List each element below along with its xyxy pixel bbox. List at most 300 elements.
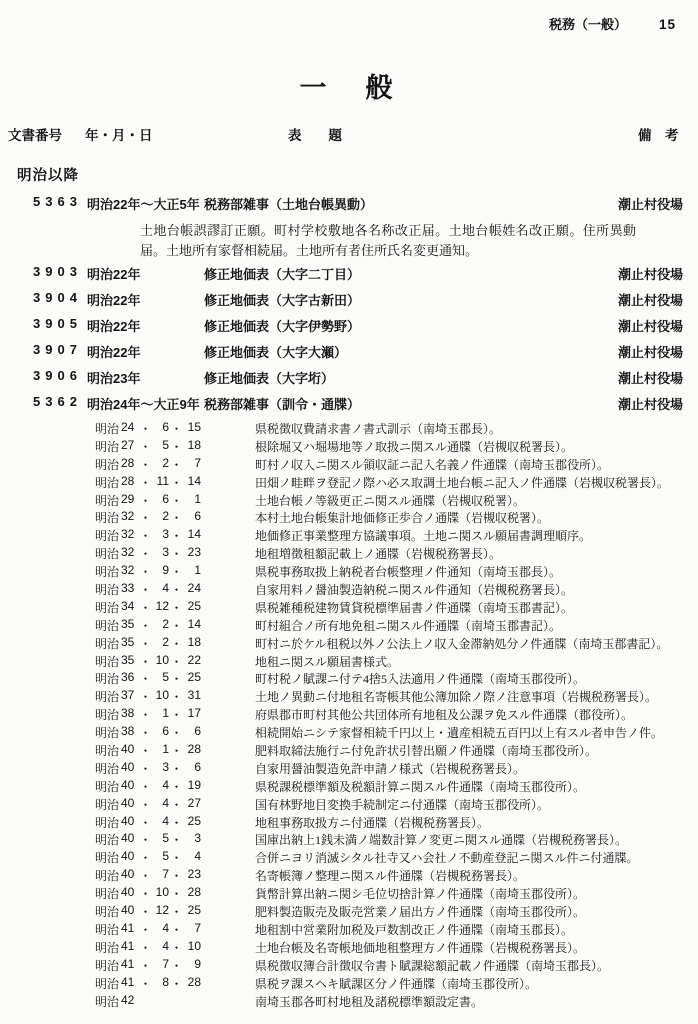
date-separator: ・	[139, 672, 152, 687]
date-separator: ・	[139, 511, 152, 526]
section-heading: 明治以降	[17, 168, 79, 184]
sub-entry-month: 6	[162, 420, 169, 434]
sub-entry-day: 4	[194, 849, 201, 864]
sub-entry-text: 地租割中営業附加税及戸数割改正ノ件通牒（南埼玉郡長）。	[255, 922, 574, 937]
sub-entry-month: 7	[162, 956, 169, 971]
sub-entry-day: 18	[187, 634, 201, 649]
entry-title: 税務部雑事（訓令・通牒）	[204, 397, 361, 412]
sub-entry-month: 5	[162, 849, 169, 864]
date-separator: ・	[170, 833, 183, 848]
sub-entry-date	[95, 688, 201, 705]
sub-entry-era: 明治	[95, 422, 120, 436]
sub-entry-day: 14	[187, 473, 201, 488]
sub-entry-date	[95, 796, 201, 813]
date-separator: ・	[170, 744, 183, 759]
sub-entry-day: 31	[187, 688, 201, 703]
sub-entry-era: 明治	[95, 547, 120, 562]
date-separator: ・	[139, 708, 152, 723]
entry-doc-number: 3904	[33, 290, 82, 305]
sub-entry-era: 明治	[95, 726, 120, 741]
sub-entry-era: 明治	[95, 887, 120, 902]
sub-entry-row	[0, 670, 698, 688]
sub-entry-text: 肥料製造販売及販売営業ノ届出方ノ件通牒（南埼玉郡役所）。	[255, 905, 586, 920]
sub-entry-row	[0, 599, 698, 617]
entry-title: 修正地価表（大字二丁目）	[204, 267, 361, 282]
sub-entry-text: 田畑ノ畦畔ヲ登記ノ際ハ必ス取調土地台帳ニ記入ノ件通牒（岩槻収税署長）。	[255, 475, 670, 490]
sub-entry-day: 3	[194, 831, 201, 846]
sub-entry-year: 40	[121, 831, 135, 846]
sub-entry-year: 35	[121, 634, 135, 649]
date-separator: ・	[170, 708, 183, 723]
sub-entry-year: 40	[121, 777, 135, 792]
sub-entry-text: 土地台帳及名寄帳地価地租整理方ノ件通牒（岩槻税務署長）。	[255, 940, 586, 955]
sub-entry-month: 10	[155, 652, 169, 667]
entry-row	[0, 264, 698, 290]
sub-entry-date	[95, 885, 201, 902]
date-separator: ・	[170, 600, 183, 615]
sub-entry-era: 明治	[95, 708, 120, 723]
sub-entry-era: 明治	[95, 529, 120, 544]
sub-entry-date	[95, 563, 201, 580]
sub-entry-date	[95, 849, 201, 866]
sub-entry-row	[0, 814, 698, 832]
sub-entry-year: 41	[121, 956, 135, 971]
sub-entry-month: 3	[162, 759, 169, 774]
date-separator: ・	[170, 922, 183, 937]
entry-doc-number: 5363	[33, 194, 82, 209]
sub-entry-row	[0, 724, 698, 742]
date-separator: ・	[139, 690, 152, 705]
entry-note: 潮止村役場	[618, 319, 684, 334]
sub-entry-date	[95, 957, 201, 974]
sub-entry-year: 38	[121, 724, 135, 739]
entry-row	[0, 194, 698, 220]
sub-entry-month: 6	[162, 724, 169, 739]
sub-entry-date	[95, 975, 201, 992]
sub-entry-day: 25	[187, 903, 201, 918]
sub-entry-text: 県税事務取扱上納税者台帳整理ノ件通知（南埼玉郡長）。	[255, 565, 562, 580]
sub-entry-day: 28	[187, 742, 201, 757]
date-separator: ・	[170, 869, 183, 884]
sub-entry-year: 28	[121, 473, 135, 488]
sub-entry-row	[0, 653, 698, 671]
sub-entry-row	[0, 831, 698, 849]
sub-entry-text: 町村組合ノ所有地免租ニ関スル件通牒（南埼玉郡書記）。	[255, 618, 562, 633]
column-note: 備 考	[638, 128, 679, 143]
sub-entry-date	[95, 706, 201, 723]
date-separator: ・	[170, 815, 183, 830]
sub-entry-row	[0, 993, 698, 1011]
sub-entry-month: 9	[162, 563, 169, 578]
entry-doc-number: 3907	[33, 342, 82, 357]
sub-entry-year: 34	[121, 598, 135, 613]
sub-entry-text: 合併ニヨリ消滅シタル社寺又ハ会社ノ不動産登記ニ関スル件ニ付通牒。	[255, 851, 639, 866]
sub-entry-row	[0, 778, 698, 796]
sub-entry-date	[95, 456, 201, 473]
sub-entry-year: 32	[121, 563, 135, 578]
sub-entry-era: 明治	[95, 475, 120, 490]
sub-entry-text: 地租事務取扱方ニ付通牒（岩槻税務署長）。	[255, 815, 490, 830]
date-separator: ・	[139, 618, 152, 633]
entry-row	[0, 290, 698, 316]
sub-entry-month: 1	[162, 706, 169, 721]
column-doc-number: 文書番号	[8, 128, 62, 143]
sub-entry-month: 5	[162, 437, 169, 452]
sub-entry-month: 1	[162, 742, 169, 757]
sub-entry-month: 4	[162, 581, 169, 596]
sub-entry-date	[95, 831, 201, 848]
entry-date: 明治22年	[87, 293, 141, 308]
sub-entry-month: 7	[162, 867, 169, 882]
date-separator: ・	[170, 654, 183, 669]
date-separator: ・	[139, 797, 152, 812]
entry-title: 修正地価表（大字垳）	[204, 371, 335, 386]
sub-entry-text: 自家用料ノ醤油製造納税ニ関スル件通知（岩槻税務署長）。	[255, 583, 574, 598]
sub-entry-text: 町村税ノ賦課ニ付テ4捨5入法適用ノ件通牒（南埼玉郡役所）。	[255, 672, 586, 687]
sub-entry-text: 貨幣計算出納ニ関シ毛位切捨計算ノ件通牒（南埼玉郡役所）。	[255, 887, 586, 902]
date-separator: ・	[139, 422, 152, 436]
date-separator: ・	[139, 493, 152, 508]
sub-entry-day: 10	[187, 938, 201, 953]
date-separator: ・	[139, 583, 152, 598]
sub-entry-year: 27	[121, 437, 135, 452]
date-separator: ・	[170, 887, 183, 902]
date-separator: ・	[139, 976, 152, 991]
date-separator: ・	[139, 922, 152, 937]
entry-row	[0, 368, 698, 394]
entry-doc-number: 3905	[33, 316, 82, 331]
date-separator: ・	[139, 905, 152, 920]
sub-entry-day: 25	[187, 670, 201, 685]
column-date: 年・月・日	[85, 128, 153, 143]
sub-entry-text: 国庫出納上1銭未満ノ端数計算ノ変更ニ関スル通牒（岩槻税務署長）。	[255, 833, 628, 848]
sub-entry-month: 3	[162, 545, 169, 560]
sub-entry-date	[95, 420, 201, 437]
sub-entry-month: 4	[162, 938, 169, 953]
date-separator: ・	[170, 726, 183, 741]
sub-entry-day: 23	[187, 545, 201, 560]
sub-entry-text: 土地ノ異動ニ付地租名寄帳其他公簿加除ノ際ノ注意事項（岩槻税務署長）。	[255, 690, 658, 705]
date-separator: ・	[139, 761, 152, 776]
sub-entry-day: 17	[187, 706, 201, 721]
sub-entry-date	[95, 509, 201, 526]
sub-entry-text: 土地台帳ノ等級更正ニ関スル通牒（岩槻収税署）。	[255, 493, 526, 508]
entry-date: 明治22年	[87, 267, 141, 282]
sub-entry-text: 相続開始ニシテ家督相続千円以上・遺産相続五百円以上有スル者申告ノ件。	[255, 726, 664, 741]
sub-entry-year: 36	[121, 670, 135, 685]
date-separator: ・	[139, 887, 152, 902]
sub-entry-day: 14	[187, 527, 201, 542]
sub-entry-year: 40	[121, 849, 135, 864]
sub-entry-era: 明治	[95, 493, 120, 508]
column-title: 表 題	[288, 128, 342, 143]
sub-entry-year: 41	[121, 974, 135, 989]
sub-entry-month: 4	[162, 777, 169, 792]
sub-entry-year: 40	[121, 795, 135, 810]
entry-doc-number: 5362	[33, 394, 82, 409]
sub-entry-month: 4	[162, 795, 169, 810]
sub-entry-date	[95, 653, 201, 670]
sub-entry-row	[0, 635, 698, 653]
sub-entry-year: 40	[121, 742, 135, 757]
sub-entry-row	[0, 581, 698, 599]
sub-entry-year: 35	[121, 652, 135, 667]
date-separator: ・	[139, 529, 152, 544]
sub-entry-year: 41	[121, 938, 135, 953]
sub-entry-month: 11	[156, 473, 169, 488]
sub-entry-day: 7	[194, 920, 201, 935]
entry-doc-number: 3906	[33, 368, 82, 383]
sub-entry-row	[0, 706, 698, 724]
date-separator: ・	[170, 976, 183, 991]
sub-entry-era: 明治	[95, 744, 120, 759]
date-separator: ・	[139, 636, 152, 651]
sub-entry-date	[95, 921, 201, 938]
sub-entry-year: 37	[121, 688, 135, 703]
date-separator: ・	[139, 815, 152, 830]
sub-entry-date	[95, 581, 201, 598]
sub-entry-day: 6	[194, 759, 201, 774]
sub-entry-year: 35	[121, 616, 135, 631]
date-separator: ・	[139, 744, 152, 759]
sub-entry-month: 2	[162, 634, 169, 649]
sub-entry-text: 南埼玉郡各町村地租及諸税標準額設定書。	[255, 994, 484, 1009]
date-separator: ・	[170, 547, 183, 562]
sub-entry-day: 9	[194, 956, 201, 971]
sub-entry-era: 明治	[95, 815, 120, 830]
sub-entry-month: 8	[162, 974, 169, 989]
sub-entry-row	[0, 492, 698, 510]
entry-date: 明治23年	[87, 371, 141, 386]
page-number: 15	[658, 17, 676, 32]
date-separator: ・	[170, 493, 183, 508]
sub-entry-row	[0, 509, 698, 527]
sub-entry-month: 10	[155, 688, 169, 703]
sub-entry-era: 明治	[95, 869, 120, 884]
entry-note: 潮止村役場	[618, 371, 684, 386]
header-category: 税務（一般）	[548, 17, 627, 32]
sub-entry-date	[95, 617, 201, 634]
entry-title: 税務部雑事（土地台帳異動）	[204, 197, 374, 212]
sub-entry-row	[0, 456, 698, 474]
sub-entry-day: 6	[194, 509, 201, 524]
entry-note: 潮止村役場	[618, 197, 684, 212]
date-separator: ・	[170, 618, 183, 633]
sub-entry-day: 1	[194, 563, 201, 578]
sub-entry-row	[0, 760, 698, 778]
sub-entry-day: 22	[187, 652, 201, 667]
sub-entry-day: 18	[187, 437, 201, 452]
date-separator: ・	[170, 958, 183, 973]
sub-entry-row	[0, 742, 698, 760]
entry-row	[0, 342, 698, 368]
sub-entry-date	[95, 867, 201, 884]
sub-entry-era: 明治	[95, 439, 120, 454]
sub-entry-year: 29	[121, 491, 135, 506]
entry-description: 土地台帳誤謬訂正願。町村学校敷地各名称改正届。土地台帳姓名改正願。住所異動届。土地所有家督相続届。土地所有者住所氏名変更通知。	[140, 223, 636, 258]
sub-entry-row	[0, 796, 698, 814]
sub-entry-text: 根除堀又ハ堀場地等ノ取扱ニ関スル通牒（岩槻収税署長）。	[255, 439, 574, 454]
date-separator: ・	[139, 869, 152, 884]
date-separator: ・	[170, 457, 183, 472]
sub-entry-date	[95, 492, 201, 509]
entry-date: 明治24年～大正9年	[87, 397, 200, 412]
sub-entry-era: 明治	[95, 940, 120, 955]
date-separator: ・	[139, 654, 152, 669]
date-separator: ・	[170, 565, 183, 580]
sub-entry-era: 明治	[95, 636, 120, 651]
sub-entry-month: 5	[162, 670, 169, 685]
sub-entry-era: 明治	[95, 583, 120, 598]
sub-entry-era: 明治	[95, 761, 120, 776]
sub-entry-era: 明治	[95, 690, 120, 705]
sub-entry-date	[95, 760, 201, 777]
sub-entry-date	[95, 635, 201, 652]
entry-note: 潮止村役場	[618, 267, 684, 282]
entry-note: 潮止村役場	[618, 397, 684, 412]
sub-entry-date	[95, 474, 201, 491]
sub-entry-era: 明治	[95, 833, 120, 848]
sub-entry-text: 地租ニ関スル願届書様式。	[255, 654, 400, 669]
sub-entry-date	[95, 670, 201, 687]
running-head	[549, 14, 676, 33]
sub-entry-day: 24	[187, 581, 201, 596]
date-separator: ・	[170, 636, 183, 651]
sub-entry-day: 23	[187, 867, 201, 882]
sub-entry-month: 4	[162, 920, 169, 935]
entry-date: 明治22年～大正5年	[87, 197, 200, 212]
date-separator: ・	[170, 779, 183, 794]
sub-entry-row	[0, 957, 698, 975]
sub-entry-text: 地価修正事業整理方協議事項。土地ニ関スル願届書調理順序。	[255, 529, 592, 544]
sub-entry-month: 2	[162, 616, 169, 631]
page-title: 一 般	[299, 73, 399, 103]
sub-entry-text: 肥料取締法施行ニ付免許状引替出願ノ件通牒（南埼玉郡役所）。	[255, 744, 598, 759]
sub-entry-month: 5	[162, 831, 169, 846]
sub-entry-year: 40	[121, 903, 135, 918]
sub-entry-era: 明治	[95, 779, 120, 794]
sub-entry-era: 明治	[95, 851, 120, 866]
sub-entry-date	[95, 903, 201, 920]
entry-note: 潮止村役場	[618, 293, 684, 308]
sub-entry-year: 42	[121, 992, 135, 1007]
date-separator: ・	[170, 851, 183, 866]
sub-entry-row	[0, 527, 698, 545]
entry-title: 修正地価表（大字大瀬）	[204, 345, 348, 360]
sub-entry-date	[95, 939, 201, 956]
date-separator: ・	[139, 547, 152, 562]
date-separator: ・	[139, 600, 152, 615]
entries-list	[0, 194, 698, 1010]
entry-row	[0, 394, 698, 420]
sub-entry-row	[0, 617, 698, 635]
date-separator: ・	[170, 475, 183, 490]
sub-entry-text: 県税徴収簿合計徴収令書ト賦課総額記載ノ件通牒（南埼玉郡長）。	[255, 958, 610, 973]
sub-entry-year: 38	[121, 706, 135, 721]
sub-entry-year: 32	[121, 545, 135, 560]
sub-entry-row	[0, 849, 698, 867]
sub-entry-row	[0, 975, 698, 993]
date-separator: ・	[139, 851, 152, 866]
sub-entry-era: 明治	[95, 905, 120, 920]
sub-entry-era: 明治	[95, 672, 120, 687]
entry-note: 潮止村役場	[618, 345, 684, 360]
sub-entry-text: 国有林野地目変換手続制定ニ付通牒（南埼玉郡役所）。	[255, 797, 550, 812]
sub-entry-era: 明治	[95, 797, 120, 812]
date-separator: ・	[139, 726, 152, 741]
sub-entry-year: 32	[121, 509, 135, 524]
sub-entry-year: 41	[121, 920, 135, 935]
sub-entry-era: 明治	[95, 922, 120, 937]
entry-row	[0, 316, 698, 342]
sub-entry-date	[95, 993, 138, 1010]
sub-entry-date	[95, 778, 201, 795]
sub-entry-text: 町村ニ於ケル租税以外ノ公法上ノ収入金滞納処分ノ件通牒（南埼玉郡書記）。	[255, 636, 669, 651]
sub-entry-month: 3	[162, 527, 169, 542]
sub-entry-era: 明治	[95, 994, 120, 1009]
sub-entry-day: 14	[187, 616, 201, 631]
entry-doc-number: 3903	[33, 264, 82, 279]
date-separator: ・	[139, 833, 152, 848]
entry-date: 明治22年	[87, 319, 141, 334]
sub-entry-row	[0, 867, 698, 885]
date-separator: ・	[170, 761, 183, 776]
sub-entry-day: 27	[187, 795, 201, 810]
date-separator: ・	[170, 690, 183, 705]
sub-entry-text: 町村ノ収入ニ関スル領収証ニ記入名義ノ件通牒（南埼玉郡役所）。	[255, 457, 610, 472]
sub-entry-era: 明治	[95, 511, 120, 526]
entry-title: 修正地価表（大字伊勢野）	[204, 319, 361, 334]
sub-entry-date	[95, 438, 201, 455]
sub-entry-text: 名寄帳簿ノ整理ニ関スル件通牒（岩槻税務署長）。	[255, 869, 526, 884]
sub-entry-month: 2	[162, 509, 169, 524]
sub-entry-text: 県税課税標準額及税額計算ニ関スル件通牒（南埼玉郡役所）。	[255, 779, 586, 794]
sub-entry-era: 明治	[95, 600, 120, 615]
sub-entry-text: 自家用醤油製造免許申請ノ様式（岩槻税務署長）。	[255, 761, 526, 776]
sub-entry-row	[0, 438, 698, 456]
sub-entry-month: 12	[155, 903, 169, 918]
sub-entry-row	[0, 474, 698, 492]
date-separator: ・	[139, 439, 152, 454]
sub-entry-month: 6	[162, 491, 169, 506]
date-separator: ・	[139, 475, 152, 490]
sub-entry-year: 40	[121, 813, 135, 828]
sub-entry-month: 2	[162, 455, 169, 470]
sub-entry-text: 地租増徴租額記載上ノ通牒（岩槻税務署長）。	[255, 547, 502, 562]
sub-entry-row	[0, 688, 698, 706]
sub-entry-year: 32	[121, 527, 135, 542]
sub-entry-month: 4	[162, 813, 169, 828]
date-separator: ・	[139, 565, 152, 580]
sub-entry-year: 28	[121, 455, 135, 470]
sub-entry-era: 明治	[95, 565, 120, 580]
sub-entry-row	[0, 563, 698, 581]
sub-entry-text: 県税徴収費請求書ノ書式訓示（南埼玉郡長）。	[255, 422, 502, 436]
sub-entry-month: 10	[155, 885, 169, 900]
sub-entry-year: 40	[121, 885, 135, 900]
sub-entry-date	[95, 527, 201, 544]
date-separator: ・	[139, 958, 152, 973]
date-separator: ・	[139, 779, 152, 794]
sub-entry-year: 24	[121, 420, 135, 434]
sub-entry-era: 明治	[95, 958, 120, 973]
sub-entry-day: 28	[187, 885, 201, 900]
sub-entry-text: 本村土地台帳集計地価修正歩合ノ通牒（岩槻収税署）。	[255, 511, 550, 526]
sub-entry-era: 明治	[95, 457, 120, 472]
sub-entry-row	[0, 420, 698, 438]
sub-entry-text: 県税雑種税建物賃貸税標準届書ノ件通牒（南埼玉郡書記）。	[255, 600, 574, 615]
sub-entry-text: 府県郡市町村其他公共団体所有地租及公課ヲ免スル件通牒（郡役所）。	[255, 708, 634, 723]
